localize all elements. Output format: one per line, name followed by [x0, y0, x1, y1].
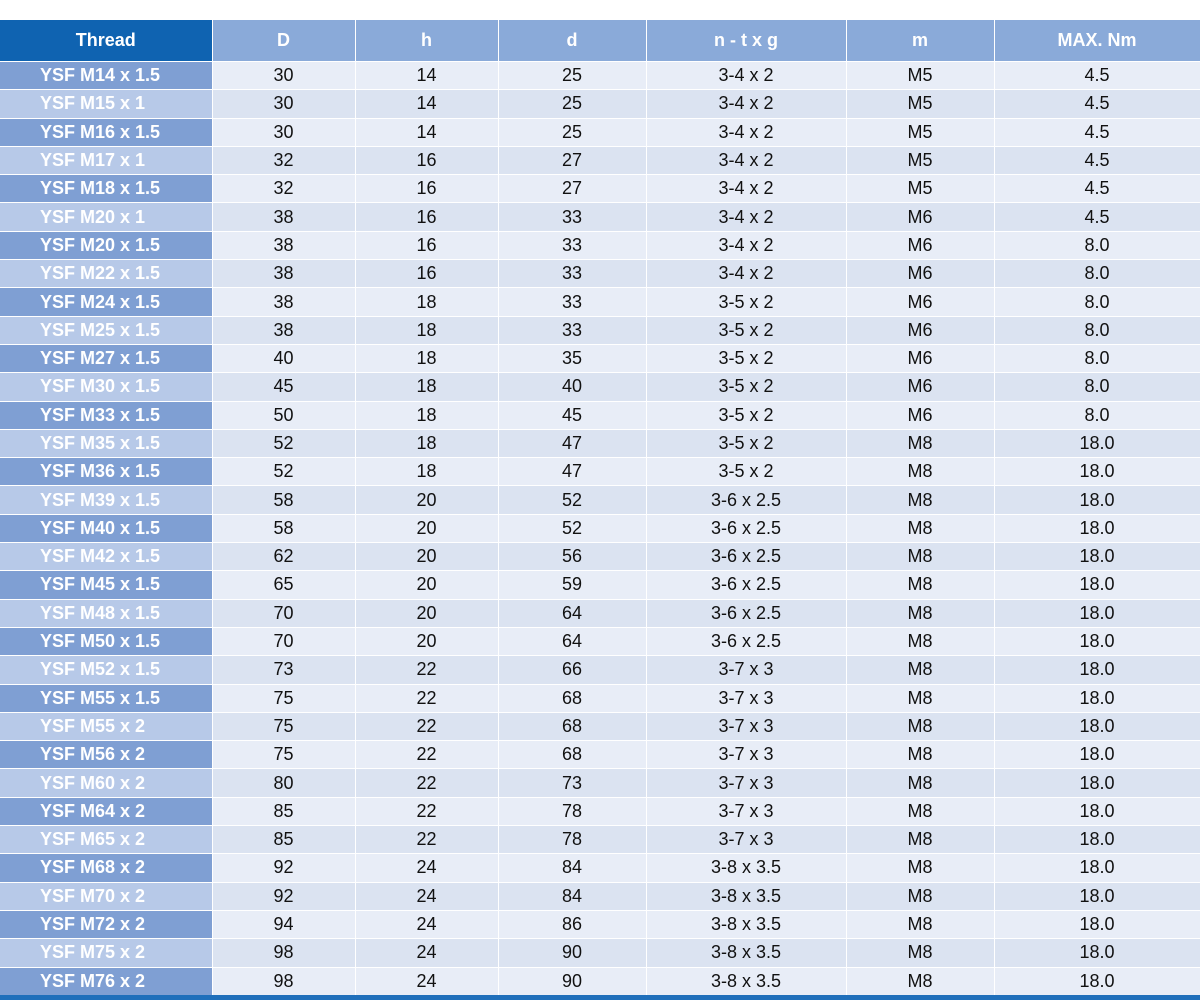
d-outer-cell: 65: [212, 571, 355, 599]
thread-cell: YSF M14 x 1.5: [0, 62, 212, 90]
max-nm-cell: 18.0: [994, 543, 1200, 571]
n-t-g-cell: 3-6 x 2.5: [646, 514, 846, 542]
max-nm-cell: 18.0: [994, 514, 1200, 542]
d-inner-cell: 35: [498, 344, 646, 372]
header-thread: Thread: [0, 20, 212, 62]
d-inner-cell: 52: [498, 514, 646, 542]
table-row: [0, 62, 1200, 90]
d-inner-cell: 68: [498, 684, 646, 712]
n-t-g-cell: 3-5 x 2: [646, 288, 846, 316]
d-outer-cell: 98: [212, 967, 355, 995]
n-t-g-cell: 3-8 x 3.5: [646, 854, 846, 882]
n-t-g-cell: 3-8 x 3.5: [646, 939, 846, 967]
d-outer-cell: 50: [212, 401, 355, 429]
max-nm-cell: 18.0: [994, 769, 1200, 797]
header-n-t-g: n - t x g: [646, 20, 846, 62]
max-nm-cell: 18.0: [994, 712, 1200, 740]
d-inner-cell: 25: [498, 90, 646, 118]
m-cell: M8: [846, 543, 994, 571]
table-row: [0, 344, 1200, 372]
thread-cell: YSF M42 x 1.5: [0, 543, 212, 571]
d-outer-cell: 45: [212, 373, 355, 401]
n-t-g-cell: 3-5 x 2: [646, 316, 846, 344]
thread-cell: YSF M30 x 1.5: [0, 373, 212, 401]
h-cell: 16: [355, 231, 498, 259]
max-nm-cell: 18.0: [994, 741, 1200, 769]
d-outer-cell: 58: [212, 486, 355, 514]
d-outer-cell: 94: [212, 910, 355, 938]
d-inner-cell: 56: [498, 543, 646, 571]
thread-cell: YSF M35 x 1.5: [0, 429, 212, 457]
d-inner-cell: 59: [498, 571, 646, 599]
h-cell: 24: [355, 854, 498, 882]
max-nm-cell: 8.0: [994, 231, 1200, 259]
thread-cell: YSF M72 x 2: [0, 910, 212, 938]
m-cell: M6: [846, 288, 994, 316]
h-cell: 20: [355, 627, 498, 655]
thread-cell: YSF M20 x 1.5: [0, 231, 212, 259]
header-d-outer: D: [212, 20, 355, 62]
table-row: [0, 373, 1200, 401]
d-inner-cell: 78: [498, 826, 646, 854]
d-outer-cell: 38: [212, 260, 355, 288]
d-inner-cell: 33: [498, 288, 646, 316]
d-outer-cell: 75: [212, 712, 355, 740]
thread-cell: YSF M27 x 1.5: [0, 344, 212, 372]
n-t-g-cell: 3-4 x 2: [646, 260, 846, 288]
d-inner-cell: 47: [498, 458, 646, 486]
n-t-g-cell: 3-4 x 2: [646, 175, 846, 203]
m-cell: M8: [846, 514, 994, 542]
d-inner-cell: 27: [498, 146, 646, 174]
d-inner-cell: 33: [498, 203, 646, 231]
d-outer-cell: 62: [212, 543, 355, 571]
m-cell: M6: [846, 203, 994, 231]
table-row: [0, 656, 1200, 684]
header-row: [0, 20, 1200, 62]
max-nm-cell: 18.0: [994, 854, 1200, 882]
d-inner-cell: 52: [498, 486, 646, 514]
n-t-g-cell: 3-7 x 3: [646, 656, 846, 684]
n-t-g-cell: 3-6 x 2.5: [646, 599, 846, 627]
d-outer-cell: 32: [212, 175, 355, 203]
d-inner-cell: 64: [498, 627, 646, 655]
m-cell: M5: [846, 118, 994, 146]
thread-cell: YSF M39 x 1.5: [0, 486, 212, 514]
m-cell: M8: [846, 486, 994, 514]
table-row: [0, 146, 1200, 174]
n-t-g-cell: 3-4 x 2: [646, 90, 846, 118]
table-row: [0, 571, 1200, 599]
h-cell: 20: [355, 571, 498, 599]
d-outer-cell: 38: [212, 231, 355, 259]
max-nm-cell: 18.0: [994, 599, 1200, 627]
d-outer-cell: 70: [212, 627, 355, 655]
m-cell: M8: [846, 854, 994, 882]
header-d-inner: d: [498, 20, 646, 62]
thread-cell: YSF M16 x 1.5: [0, 118, 212, 146]
m-cell: M8: [846, 967, 994, 995]
h-cell: 18: [355, 288, 498, 316]
thread-cell: YSF M20 x 1: [0, 203, 212, 231]
n-t-g-cell: 3-6 x 2.5: [646, 543, 846, 571]
m-cell: M5: [846, 62, 994, 90]
m-cell: M8: [846, 882, 994, 910]
d-inner-cell: 84: [498, 882, 646, 910]
h-cell: 22: [355, 741, 498, 769]
n-t-g-cell: 3-4 x 2: [646, 118, 846, 146]
thread-cell: YSF M56 x 2: [0, 741, 212, 769]
table-row: [0, 514, 1200, 542]
max-nm-cell: 4.5: [994, 118, 1200, 146]
n-t-g-cell: 3-8 x 3.5: [646, 882, 846, 910]
max-nm-cell: 18.0: [994, 910, 1200, 938]
h-cell: 18: [355, 429, 498, 457]
max-nm-cell: 18.0: [994, 458, 1200, 486]
thread-cell: YSF M68 x 2: [0, 854, 212, 882]
m-cell: M8: [846, 910, 994, 938]
max-nm-cell: 4.5: [994, 90, 1200, 118]
d-inner-cell: 27: [498, 175, 646, 203]
m-cell: M8: [846, 684, 994, 712]
table-row: [0, 486, 1200, 514]
table-row: [0, 543, 1200, 571]
m-cell: M8: [846, 712, 994, 740]
thread-cell: YSF M18 x 1.5: [0, 175, 212, 203]
max-nm-cell: 18.0: [994, 429, 1200, 457]
d-inner-cell: 47: [498, 429, 646, 457]
max-nm-cell: 18.0: [994, 797, 1200, 825]
thread-cell: YSF M33 x 1.5: [0, 401, 212, 429]
table-row: [0, 260, 1200, 288]
max-nm-cell: 8.0: [994, 373, 1200, 401]
n-t-g-cell: 3-8 x 3.5: [646, 967, 846, 995]
m-cell: M5: [846, 90, 994, 118]
max-nm-cell: 4.5: [994, 146, 1200, 174]
max-nm-cell: 8.0: [994, 316, 1200, 344]
thread-cell: YSF M75 x 2: [0, 939, 212, 967]
h-cell: 18: [355, 344, 498, 372]
table-row: [0, 967, 1200, 995]
h-cell: 24: [355, 882, 498, 910]
d-inner-cell: 90: [498, 967, 646, 995]
n-t-g-cell: 3-4 x 2: [646, 146, 846, 174]
header-max-nm: MAX. Nm: [994, 20, 1200, 62]
max-nm-cell: 18.0: [994, 486, 1200, 514]
max-nm-cell: 18.0: [994, 684, 1200, 712]
h-cell: 18: [355, 316, 498, 344]
h-cell: 20: [355, 599, 498, 627]
m-cell: M5: [846, 146, 994, 174]
max-nm-cell: 8.0: [994, 344, 1200, 372]
n-t-g-cell: 3-5 x 2: [646, 429, 846, 457]
thread-cell: YSF M22 x 1.5: [0, 260, 212, 288]
thread-cell: YSF M76 x 2: [0, 967, 212, 995]
d-outer-cell: 52: [212, 458, 355, 486]
d-inner-cell: 66: [498, 656, 646, 684]
d-inner-cell: 90: [498, 939, 646, 967]
table-row: [0, 882, 1200, 910]
d-outer-cell: 85: [212, 826, 355, 854]
thread-cell: YSF M55 x 2: [0, 712, 212, 740]
m-cell: M8: [846, 939, 994, 967]
thread-cell: YSF M50 x 1.5: [0, 627, 212, 655]
m-cell: M8: [846, 599, 994, 627]
d-outer-cell: 30: [212, 118, 355, 146]
thread-cell: YSF M70 x 2: [0, 882, 212, 910]
d-inner-cell: 86: [498, 910, 646, 938]
m-cell: M8: [846, 656, 994, 684]
bottom-rule: [0, 995, 1200, 1000]
max-nm-cell: 8.0: [994, 288, 1200, 316]
d-inner-cell: 78: [498, 797, 646, 825]
n-t-g-cell: 3-8 x 3.5: [646, 910, 846, 938]
max-nm-cell: 18.0: [994, 571, 1200, 599]
d-inner-cell: 33: [498, 260, 646, 288]
d-outer-cell: 80: [212, 769, 355, 797]
d-outer-cell: 52: [212, 429, 355, 457]
thread-cell: YSF M36 x 1.5: [0, 458, 212, 486]
h-cell: 22: [355, 656, 498, 684]
max-nm-cell: 18.0: [994, 967, 1200, 995]
d-outer-cell: 38: [212, 316, 355, 344]
d-outer-cell: 38: [212, 203, 355, 231]
h-cell: 16: [355, 260, 498, 288]
d-outer-cell: 38: [212, 288, 355, 316]
thread-cell: YSF M64 x 2: [0, 797, 212, 825]
n-t-g-cell: 3-4 x 2: [646, 62, 846, 90]
d-outer-cell: 75: [212, 684, 355, 712]
table-body: [0, 62, 1200, 995]
table-row: [0, 175, 1200, 203]
d-inner-cell: 33: [498, 316, 646, 344]
d-outer-cell: 92: [212, 882, 355, 910]
n-t-g-cell: 3-7 x 3: [646, 684, 846, 712]
thread-cell: YSF M24 x 1.5: [0, 288, 212, 316]
table-row: [0, 231, 1200, 259]
thread-cell: YSF M17 x 1: [0, 146, 212, 174]
thread-cell: YSF M25 x 1.5: [0, 316, 212, 344]
max-nm-cell: 18.0: [994, 656, 1200, 684]
thread-cell: YSF M65 x 2: [0, 826, 212, 854]
n-t-g-cell: 3-4 x 2: [646, 203, 846, 231]
n-t-g-cell: 3-6 x 2.5: [646, 571, 846, 599]
table-row: [0, 599, 1200, 627]
n-t-g-cell: 3-7 x 3: [646, 826, 846, 854]
thread-cell: YSF M60 x 2: [0, 769, 212, 797]
n-t-g-cell: 3-6 x 2.5: [646, 486, 846, 514]
table-row: [0, 458, 1200, 486]
table-row: [0, 401, 1200, 429]
m-cell: M8: [846, 741, 994, 769]
n-t-g-cell: 3-7 x 3: [646, 769, 846, 797]
d-inner-cell: 25: [498, 62, 646, 90]
h-cell: 20: [355, 486, 498, 514]
h-cell: 22: [355, 797, 498, 825]
m-cell: M8: [846, 571, 994, 599]
m-cell: M6: [846, 344, 994, 372]
h-cell: 24: [355, 939, 498, 967]
m-cell: M6: [846, 231, 994, 259]
table-row: [0, 910, 1200, 938]
d-inner-cell: 68: [498, 712, 646, 740]
thread-cell: YSF M40 x 1.5: [0, 514, 212, 542]
n-t-g-cell: 3-7 x 3: [646, 797, 846, 825]
thread-cell: YSF M15 x 1: [0, 90, 212, 118]
d-outer-cell: 85: [212, 797, 355, 825]
h-cell: 18: [355, 401, 498, 429]
spec-table: [0, 20, 1200, 995]
h-cell: 22: [355, 712, 498, 740]
d-inner-cell: 25: [498, 118, 646, 146]
table-row: [0, 429, 1200, 457]
table-row: [0, 316, 1200, 344]
d-outer-cell: 32: [212, 146, 355, 174]
table-row: [0, 939, 1200, 967]
d-inner-cell: 84: [498, 854, 646, 882]
m-cell: M6: [846, 260, 994, 288]
h-cell: 18: [355, 373, 498, 401]
m-cell: M8: [846, 797, 994, 825]
header-h: h: [355, 20, 498, 62]
max-nm-cell: 4.5: [994, 175, 1200, 203]
d-outer-cell: 92: [212, 854, 355, 882]
d-outer-cell: 40: [212, 344, 355, 372]
table-row: [0, 769, 1200, 797]
table-row: [0, 288, 1200, 316]
max-nm-cell: 18.0: [994, 826, 1200, 854]
max-nm-cell: 8.0: [994, 401, 1200, 429]
h-cell: 16: [355, 175, 498, 203]
m-cell: M8: [846, 458, 994, 486]
table-row: [0, 203, 1200, 231]
m-cell: M8: [846, 627, 994, 655]
h-cell: 20: [355, 514, 498, 542]
m-cell: M5: [846, 175, 994, 203]
h-cell: 22: [355, 684, 498, 712]
d-inner-cell: 73: [498, 769, 646, 797]
d-inner-cell: 64: [498, 599, 646, 627]
n-t-g-cell: 3-6 x 2.5: [646, 627, 846, 655]
d-outer-cell: 73: [212, 656, 355, 684]
n-t-g-cell: 3-5 x 2: [646, 373, 846, 401]
d-inner-cell: 33: [498, 231, 646, 259]
max-nm-cell: 18.0: [994, 882, 1200, 910]
thread-cell: YSF M48 x 1.5: [0, 599, 212, 627]
d-outer-cell: 30: [212, 62, 355, 90]
h-cell: 22: [355, 826, 498, 854]
h-cell: 24: [355, 910, 498, 938]
d-outer-cell: 70: [212, 599, 355, 627]
max-nm-cell: 18.0: [994, 939, 1200, 967]
h-cell: 16: [355, 203, 498, 231]
h-cell: 14: [355, 118, 498, 146]
table-row: [0, 741, 1200, 769]
h-cell: 24: [355, 967, 498, 995]
table-row: [0, 826, 1200, 854]
n-t-g-cell: 3-5 x 2: [646, 401, 846, 429]
d-outer-cell: 30: [212, 90, 355, 118]
m-cell: M8: [846, 826, 994, 854]
max-nm-cell: 4.5: [994, 62, 1200, 90]
h-cell: 14: [355, 90, 498, 118]
h-cell: 20: [355, 543, 498, 571]
max-nm-cell: 4.5: [994, 203, 1200, 231]
table-row: [0, 90, 1200, 118]
d-outer-cell: 75: [212, 741, 355, 769]
thread-cell: YSF M52 x 1.5: [0, 656, 212, 684]
d-inner-cell: 68: [498, 741, 646, 769]
h-cell: 18: [355, 458, 498, 486]
d-inner-cell: 45: [498, 401, 646, 429]
d-outer-cell: 98: [212, 939, 355, 967]
m-cell: M6: [846, 316, 994, 344]
thread-cell: YSF M45 x 1.5: [0, 571, 212, 599]
n-t-g-cell: 3-5 x 2: [646, 458, 846, 486]
table-row: [0, 684, 1200, 712]
table-row: [0, 712, 1200, 740]
h-cell: 16: [355, 146, 498, 174]
table-row: [0, 118, 1200, 146]
h-cell: 22: [355, 769, 498, 797]
d-outer-cell: 58: [212, 514, 355, 542]
m-cell: M8: [846, 429, 994, 457]
m-cell: M6: [846, 373, 994, 401]
n-t-g-cell: 3-5 x 2: [646, 344, 846, 372]
n-t-g-cell: 3-7 x 3: [646, 741, 846, 769]
max-nm-cell: 8.0: [994, 260, 1200, 288]
header-m: m: [846, 20, 994, 62]
table-row: [0, 797, 1200, 825]
m-cell: M6: [846, 401, 994, 429]
n-t-g-cell: 3-7 x 3: [646, 712, 846, 740]
n-t-g-cell: 3-4 x 2: [646, 231, 846, 259]
spec-table-container: [0, 20, 1200, 995]
d-inner-cell: 40: [498, 373, 646, 401]
table-row: [0, 627, 1200, 655]
m-cell: M8: [846, 769, 994, 797]
h-cell: 14: [355, 62, 498, 90]
table-row: [0, 854, 1200, 882]
max-nm-cell: 18.0: [994, 627, 1200, 655]
thread-cell: YSF M55 x 1.5: [0, 684, 212, 712]
